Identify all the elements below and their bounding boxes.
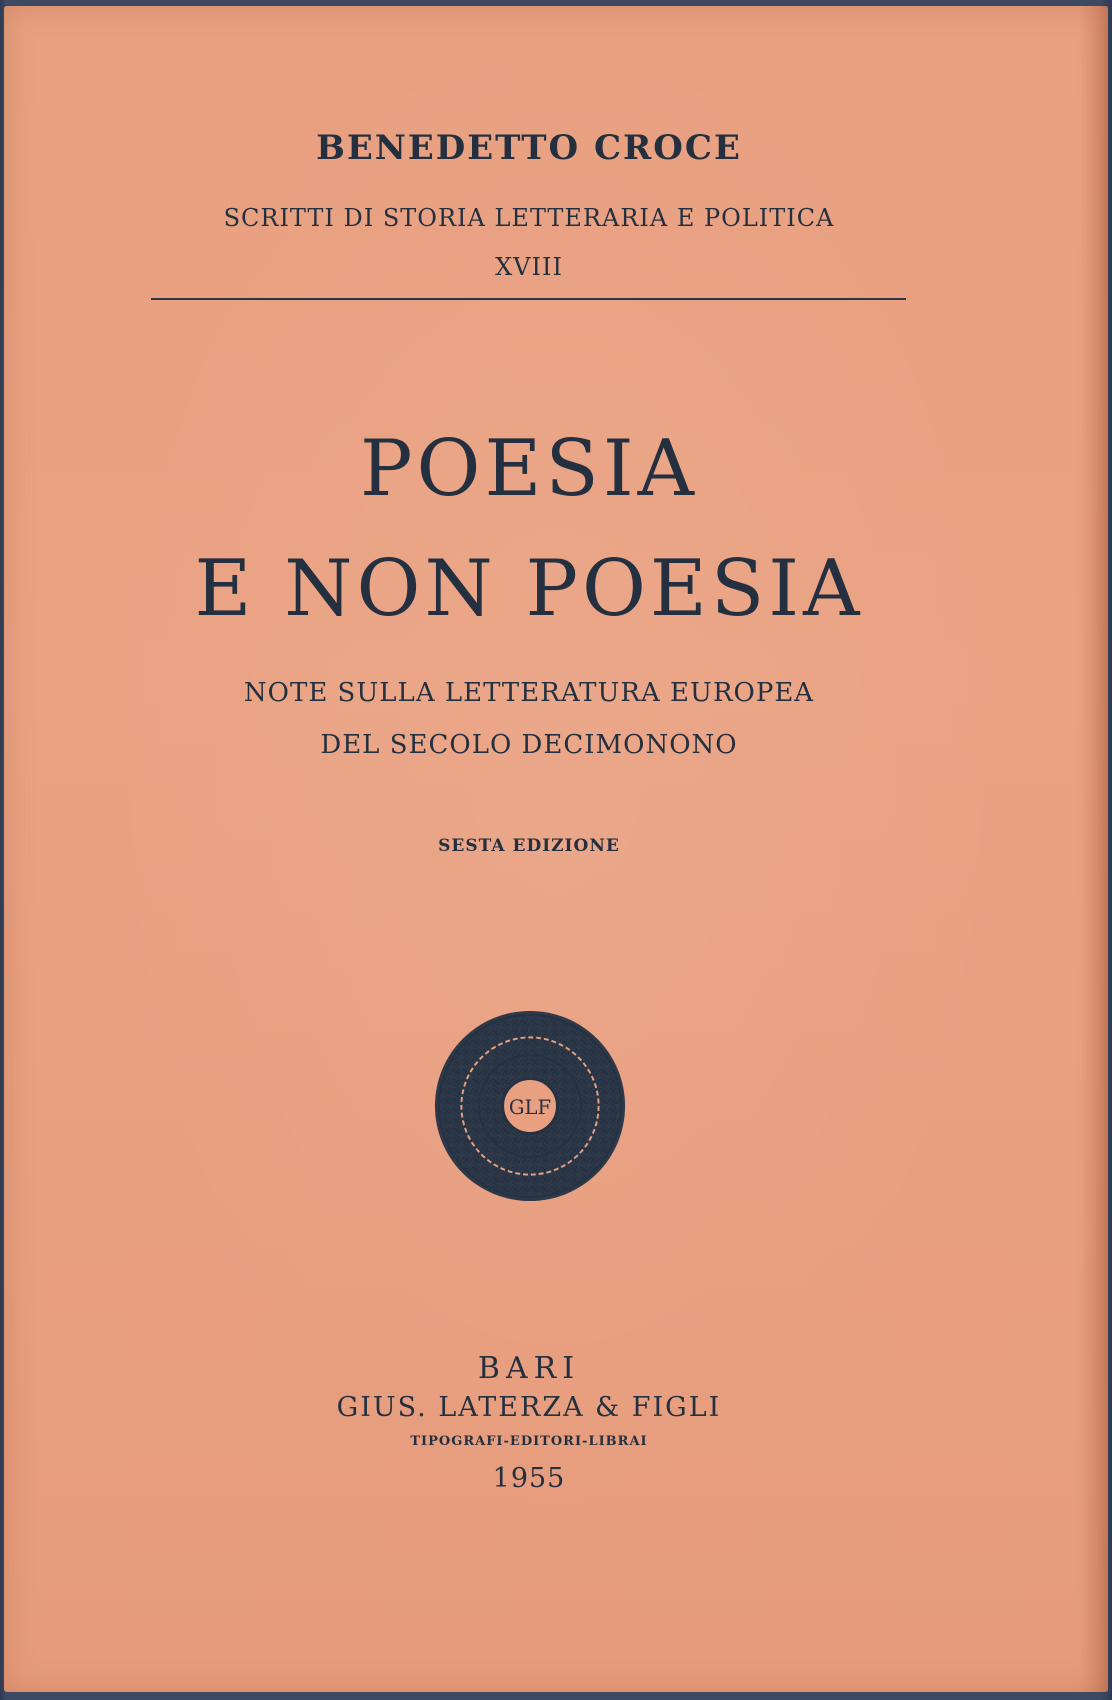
author-name: BENEDETTO CROCE xyxy=(316,128,742,168)
divider-rule xyxy=(151,298,906,300)
subtitle-line-2: DEL SECOLO DECIMONONO xyxy=(320,730,738,760)
publisher-name: GIUS. LATERZA & FIGLI xyxy=(336,1392,722,1423)
book-title-line-2: E NON POESIA xyxy=(194,544,864,634)
edition-label: SESTA EDIZIONE xyxy=(438,836,620,856)
publisher-seal-icon xyxy=(432,1008,628,1204)
series-title: SCRITTI DI STORIA LETTERARIA E POLITICA xyxy=(223,204,835,232)
emblem-monogram: GLF xyxy=(508,1095,552,1119)
volume-number: XVIII xyxy=(495,253,563,281)
publication-year: 1955 xyxy=(492,1463,566,1494)
book-cover xyxy=(4,6,1108,1692)
book-title-line-1: POESIA xyxy=(360,424,698,514)
subtitle-line-1: NOTE SULLA LETTERATURA EUROPEA xyxy=(243,678,815,708)
publisher-trade: TIPOGRAFI-EDITORI-LIBRAI xyxy=(410,1434,648,1449)
cover-edge-shadow xyxy=(1080,6,1108,1692)
publication-place: BARI xyxy=(477,1351,581,1386)
